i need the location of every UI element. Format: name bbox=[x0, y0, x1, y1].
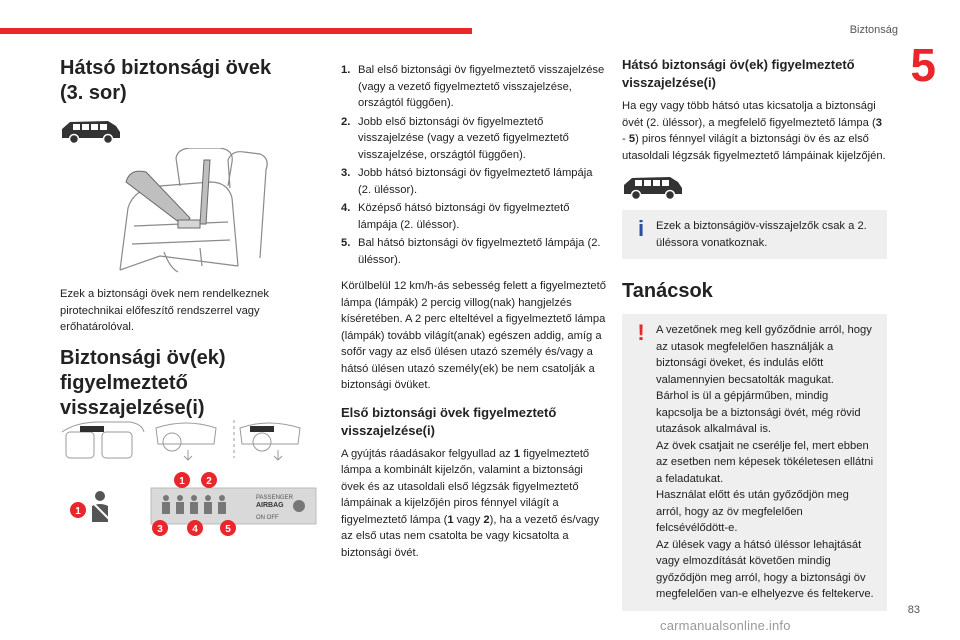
info-note bbox=[622, 210, 887, 259]
panel-onoff-label: ON OFF bbox=[256, 515, 279, 521]
warning-line: Használat előtt és után győződjön meg arról, hogy az öv megfelelően felcsévélődött-e. bbox=[656, 489, 849, 534]
callout-1-driver: 1 bbox=[75, 506, 81, 517]
rear-belts-text: Ezek a biztonsági övek nem rendelkeznek pirotechnikai előfeszítő rendszerrel vagy erőhatárolóval. bbox=[60, 288, 269, 333]
watermark: carmanualsonline.info bbox=[660, 618, 791, 633]
list-item: 1. Bal első biztonsági öv figyelmeztető visszajelzése (vagy a vezető figyelmeztető visszajelzése, országtól függően). bbox=[341, 64, 605, 109]
rear-belts-title: Hátsó biztonsági övek (3. sor) bbox=[60, 57, 272, 104]
warning-line: A vezetőnek meg kell győződnie arról, hogy az utasok megfelelően használják a biztonsági öveket, és indulás előtt valamennyien becsatolták magukat. bbox=[656, 324, 872, 386]
info-icon: i bbox=[637, 216, 645, 241]
page-number: 83 bbox=[907, 604, 920, 616]
panel-passenger-label: PASSENGER bbox=[256, 495, 293, 501]
callout-5: 5 bbox=[225, 524, 231, 535]
warning-icon: ! bbox=[637, 320, 645, 345]
warning-note bbox=[622, 314, 887, 611]
front-belts-text: A gyújtás ráadásakor felgyullad az 1 figyelmeztető lámpa a kombinált kijelzőn, valamint a biztonsági övek és az utasoldali első légzsák figyelmeztető lámpáinak a kijelzőjén piros fénnyel világít a figyelmeztető lámpa (1 vagy 2), ha a vezető és/vagy az első utas nem csatolta be vagy kicsatolta a biztonsági övét. bbox=[341, 447, 600, 559]
top-accent-bar bbox=[0, 28, 472, 34]
speed-warning-text: Körülbelül 12 km/h-ás sebesség felett a figyelmeztető lámpa (lámpák) 2 percig villog(nak) hangjelzés kíséretében. A 2 perc elteltével a figyelmeztető lámpa (lámpák) tovább világít(anak) egészen addig, amíg a sofőr vagy az első ülésen utazó személy és/vagy a hátsó ülésen utazó személy(ek) be nem csatolják a biztonsági övüket. bbox=[341, 280, 606, 391]
column-3 bbox=[622, 56, 887, 625]
list-item: 3. Jobb hátsó biztonsági öv figyelmeztető lámpája (2. üléssor). bbox=[341, 167, 593, 196]
list-item: 4. Középső hátsó biztonsági öv figyelmeztető lámpája (2. üléssor). bbox=[341, 202, 570, 231]
belt-warning-title: Biztonsági öv(ek) figyelmeztető visszajelzése(i) bbox=[60, 346, 226, 419]
list-item: 2. Jobb első biztonsági öv figyelmeztető visszajelzése (vagy a vezető figyelmeztető visszajelzése, országtól függően). bbox=[341, 115, 569, 161]
van-icon bbox=[622, 174, 684, 200]
rear-warning-text: Ha egy vagy több hátsó utas kicsatolja a biztonsági övét (2. üléssor), a megfelelő figyelmeztető lámpa (3 - 5) piros fénnyel világít a biztonsági öv és az első utasoldali légzsák figyelmeztető lámpáinak kijelzőjén. bbox=[622, 100, 886, 162]
warning-lamp-list bbox=[341, 62, 606, 268]
van-icon bbox=[60, 118, 122, 144]
panel-airbag-label: AIRBAG bbox=[256, 502, 284, 509]
tips-title: Tanácsok bbox=[622, 280, 713, 302]
chapter-number: 5 bbox=[910, 39, 936, 91]
info-note-text: Ezek a biztonságiöv-visszajelzők csak a 2. üléssora vonatkoznak. bbox=[656, 220, 867, 249]
callout-2: 2 bbox=[206, 476, 212, 487]
callout-4: 4 bbox=[192, 524, 198, 535]
column-1 bbox=[60, 56, 290, 433]
callout-3: 3 bbox=[157, 524, 163, 535]
column-2 bbox=[341, 62, 606, 571]
third-row-seat-illustration bbox=[60, 148, 290, 276]
belt-icon bbox=[92, 491, 110, 522]
warning-line: Az övek csatjait ne cserélje fel, mert ebben az esetben nem képesek tökéletesen ellátni a feladatukat. bbox=[656, 439, 874, 485]
section-title: Biztonság bbox=[849, 24, 898, 36]
callout-1: 1 bbox=[179, 476, 185, 487]
warning-line: Bárhol is ül a gépjárműben, mindig kapcsolja be a biztonsági övét, még rövid utazások alkalmával is. bbox=[656, 390, 861, 435]
seatbelt-warning-diagram bbox=[56, 418, 318, 546]
list-item: 5. Bal hátsó biztonsági öv figyelmeztető lámpája (2. üléssor). bbox=[341, 237, 601, 266]
warning-line: Az ülések vagy a hátsó üléssor lehajtását vagy elmozdítását követően mindig győződjön meg arról, hogy a biztonsági öv megfelelően van-e elhelyezve és feltekerve. bbox=[656, 538, 874, 600]
front-belts-title: Első biztonsági övek figyelmeztető visszajelzése(i) bbox=[341, 404, 557, 438]
rear-warning-title: Hátsó biztonsági öv(ek) figyelmeztető visszajelzése(i) bbox=[622, 57, 855, 90]
